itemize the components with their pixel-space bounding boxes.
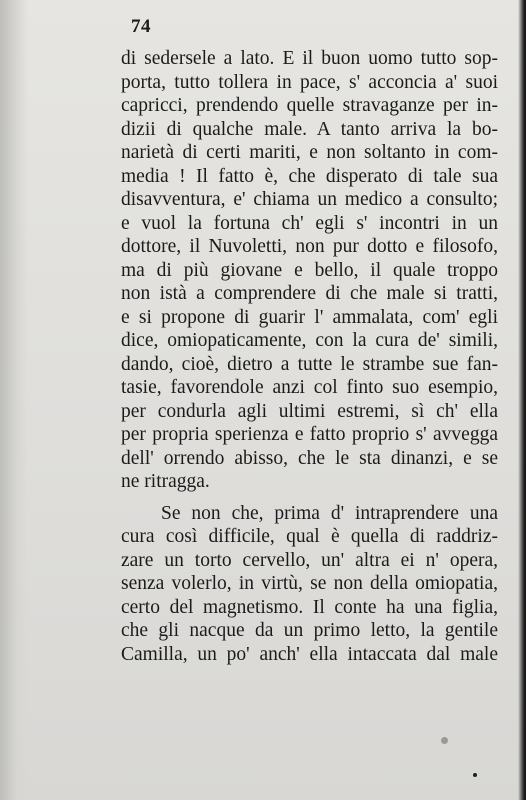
text-line: capricci, prendendo quelle stravaganze per in- [121, 95, 498, 116]
text-line: per propria sperienza e fatto proprio s' avvegga [121, 424, 498, 445]
text-line: dando, cioè, dietro a tutte le strambe sue fan- [121, 353, 498, 375]
binding-shadow [0, 0, 28, 800]
text-line: certo del magnetismo. Il conte ha una figlia, [121, 596, 498, 618]
text-line: media ! Il fatto è, che disperato di tale sua [121, 165, 498, 187]
text-line: porta, tutto tollera in pace, s' acconcia a' suoi [121, 71, 498, 93]
paragraph-2 [121, 502, 498, 667]
text-line: non istà a comprendere di che male si tratti, [121, 283, 498, 304]
text-line: narietà di certi mariti, e non soltanto in com- [121, 142, 498, 163]
page-number: 74 [131, 16, 151, 37]
body-text [121, 47, 498, 666]
text-line: tasie, favorendole anzi col finto suo esempio, [121, 377, 498, 398]
text-line: dice, omiopaticamente, con la cura de' simili, [121, 330, 498, 351]
text-line: di sedersele a lato. E il buon uomo tutto sop- [121, 48, 498, 69]
text-line: Camilla, un po' anch' ella intaccata dal male [121, 643, 498, 665]
text-line: e vuol la fortuna ch' egli s' incontri in un [121, 212, 498, 234]
text-line: dell' orrendo abisso, che le sta dinanzi, e se [121, 447, 498, 469]
text-line: senza volerlo, in virtù, se non della omiopatia, [121, 573, 498, 594]
text-line: disavventura, e' chiama un medico a consulto; [121, 189, 498, 210]
text-line: dottore, il Nuvoletti, non pur dotto e filosofo, [121, 236, 498, 257]
paragraph-gap [121, 494, 498, 502]
text-line: dizii di qualche male. A tanto arriva la bo- [121, 118, 498, 140]
page-edge [518, 0, 526, 800]
paper-speck [441, 737, 448, 744]
text-line: cura così difficile, qual è quella di raddriz- [121, 526, 498, 547]
text-line: Se non che, prima d' intraprendere una [161, 502, 498, 524]
text-line: zare un torto cervello, un' altra ei n' opera, [121, 549, 498, 571]
text-line: e si propone di guarir l' ammalata, com' egli [121, 306, 498, 328]
text-line: che gli nacque da un primo letto, la gentile [121, 620, 498, 641]
text-line: per condurla agli ultimi estremi, sì ch' ella [121, 400, 498, 422]
text-line: ne ritragga. [121, 471, 210, 492]
text-line: ma di più giovane e bello, il quale troppo [121, 259, 498, 281]
paragraph-1 [121, 47, 498, 494]
paper-speck [473, 773, 477, 777]
